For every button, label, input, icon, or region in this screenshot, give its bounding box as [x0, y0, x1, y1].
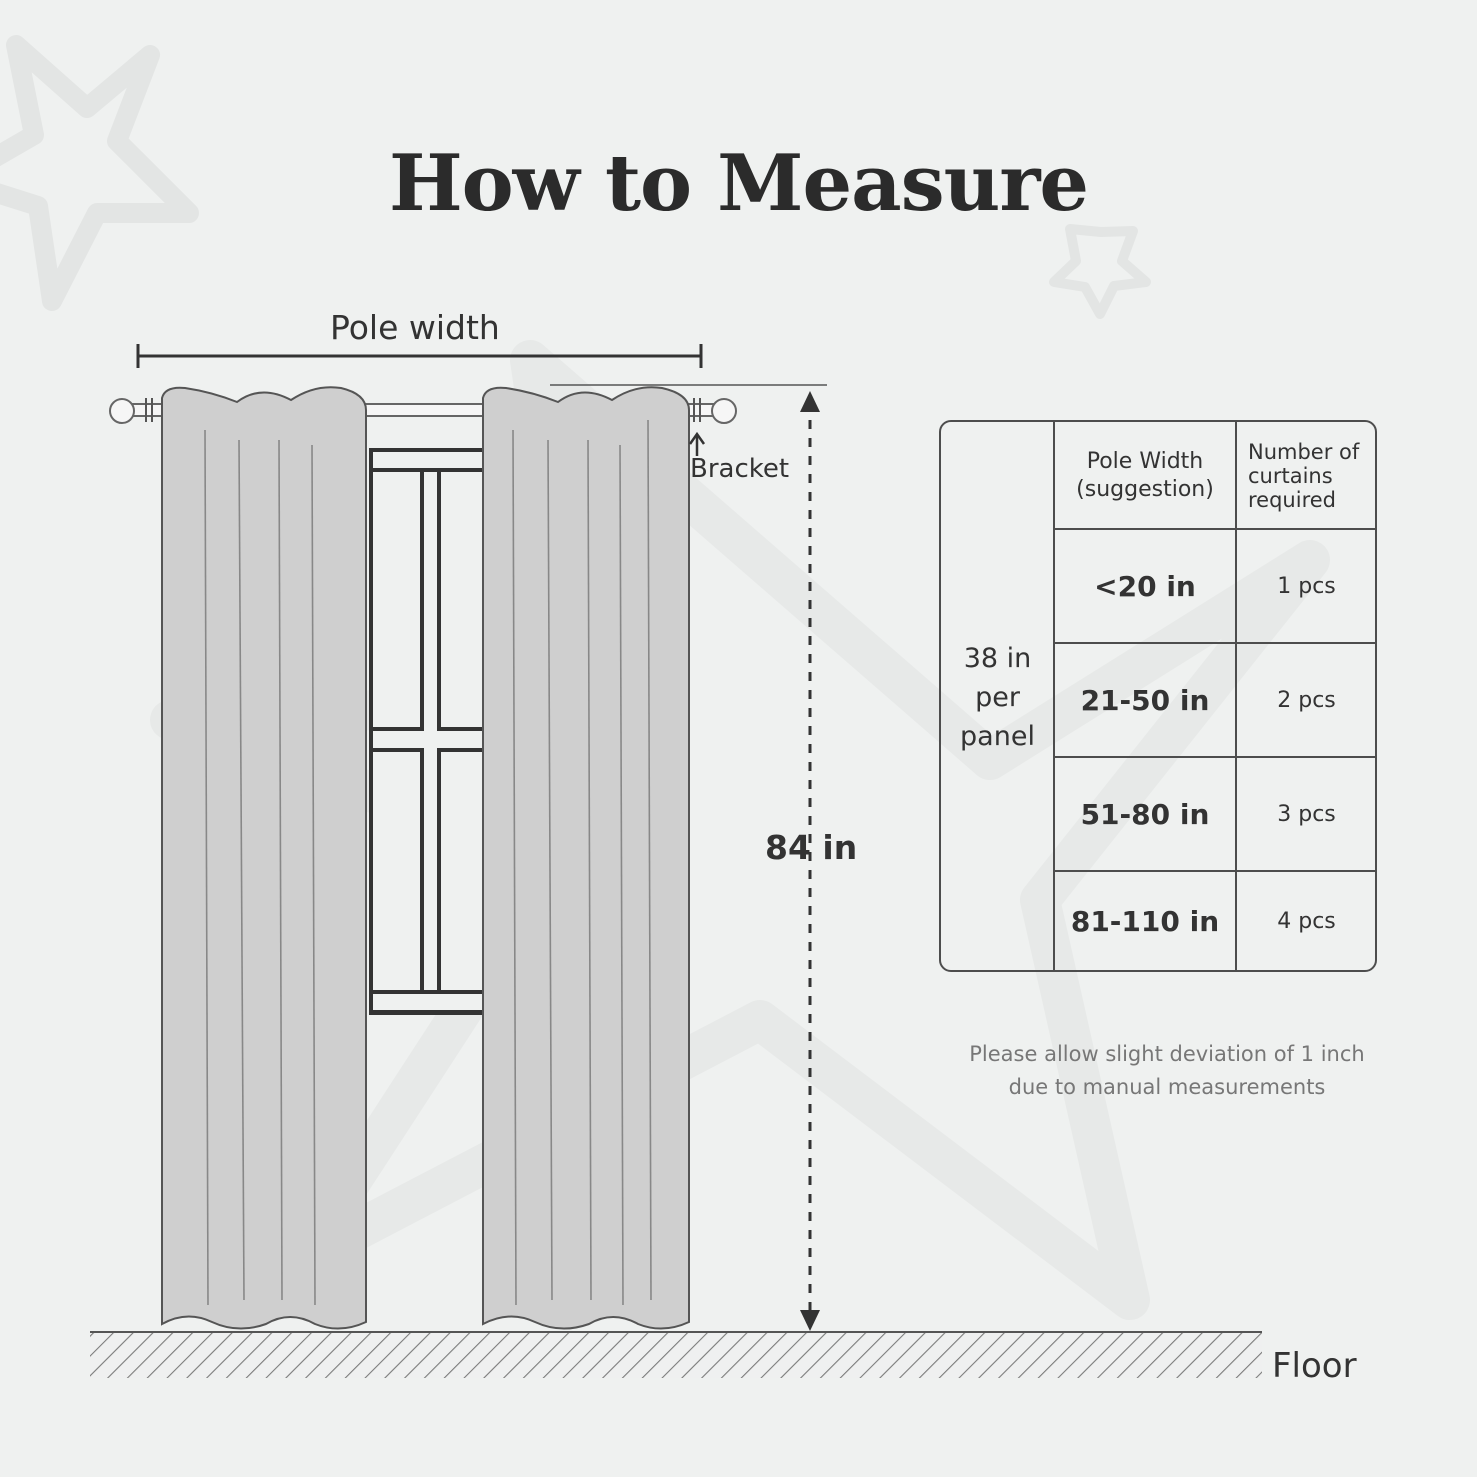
header-pole-width [1054, 422, 1236, 529]
page-title: How to Measure [388, 138, 1089, 229]
header-line: (suggestion) [1076, 476, 1214, 502]
table-row-width: 21-50 in [1080, 683, 1210, 717]
floor-label: Floor [1272, 1346, 1357, 1386]
header-line: required [1248, 487, 1336, 512]
pole-finial-left [110, 399, 134, 423]
header-line: Number of [1248, 439, 1360, 464]
table-row-width: 51-80 in [1080, 797, 1210, 831]
curtain-panel-right [483, 387, 689, 1328]
table-row-count: 4 pcs [1277, 908, 1336, 934]
table-row-count: 1 pcs [1277, 573, 1336, 599]
panel-width-cell [941, 422, 1054, 970]
table-row-count: 2 pcs [1277, 687, 1336, 713]
panel-width-line: 38 in [963, 642, 1032, 674]
panel-width-line: per [975, 681, 1020, 713]
pole-width-label: Pole width [330, 308, 500, 347]
deviation-note [940, 1038, 1394, 1104]
note-line: Please allow slight deviation of 1 inch [969, 1042, 1365, 1066]
table-row-width: 81-110 in [1070, 904, 1220, 938]
curtain-panel-left [162, 387, 366, 1328]
background-star-icon [1054, 229, 1146, 314]
pole-width-dimension [138, 344, 701, 368]
height-label: 84 in [765, 828, 858, 867]
bracket-label: Bracket [690, 454, 790, 484]
pole-finial-right [712, 399, 736, 423]
bracket-arrow-icon [690, 434, 704, 456]
table-row-width: <20 in [1094, 569, 1196, 603]
panel-width-line: panel [960, 720, 1035, 752]
header-line: curtains [1248, 463, 1333, 488]
note-line: due to manual measurements [1008, 1075, 1326, 1099]
table-row-count: 3 pcs [1277, 801, 1336, 827]
sizing-table [939, 420, 1377, 972]
window-frame [369, 448, 483, 1015]
header-curtain-count [1236, 422, 1377, 529]
header-line: Pole Width [1086, 448, 1204, 474]
